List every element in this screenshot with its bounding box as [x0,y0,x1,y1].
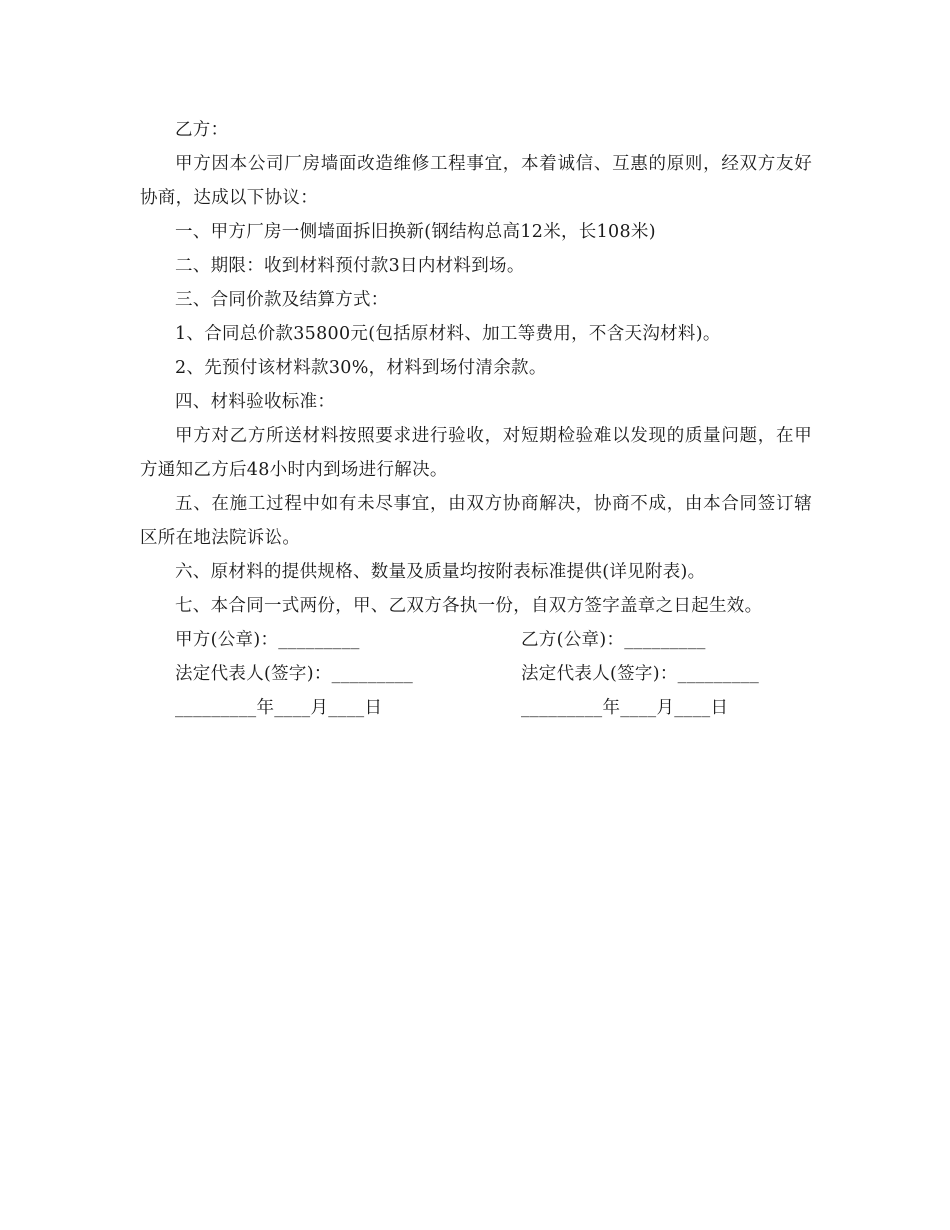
clause-3-heading: 三、合同价款及结算方式： [175,290,389,310]
clause-1-scope: 一、甲方厂房一侧墙面拆旧换新(钢结构总高12米，长108米) [175,222,656,242]
clause-4-body: 甲方对乙方所送材料按照要求进行验收，对短期检验难以发现的质量问题，在甲方通知乙方后48小时内到场进行解决。 [140,426,812,480]
clause-7-effect: 七、本合同一式两份，甲、乙双方各执一份，自双方签字盖章之日起生效。 [175,596,763,616]
party-a-date-line: _________年____月____日 [175,698,383,718]
party-b-date-line: _________年____月____日 [521,698,729,718]
clause-6-materials: 六、原材料的提供规格、数量及质量均按附表标准提供(详见附表)。 [175,562,706,582]
clause-4-heading: 四、材料验收标准： [175,392,336,412]
signature-seal-row [140,623,812,657]
contract-document [140,113,812,725]
party-b-rep-line: 法定代表人(签字)：_________ [521,664,760,684]
party-b-label: 乙方： [175,120,229,140]
clause-3-item-2: 2、先预付该材料款30%，材料到场付清余款。 [175,358,547,378]
signature-date-row [140,691,812,725]
clause-5-disputes: 五、在施工过程中如有未尽事宜，由双方协商解决，协商不成，由本合同签订辖区所在地法院诉讼。 [140,494,812,548]
clause-2-term: 二、期限：收到材料预付款3日内材料到场。 [175,256,525,276]
signature-rep-row [140,657,812,691]
party-b-seal-line: 乙方(公章)：_________ [521,630,706,650]
party-a-rep-line: 法定代表人(签字)：_________ [175,664,414,684]
preamble-paragraph: 甲方因本公司厂房墙面改造维修工程事宜，本着诚信、互惠的原则，经双方友好协商，达成以下协议： [140,154,812,208]
party-a-seal-line: 甲方(公章)：_________ [175,630,360,650]
clause-3-item-1: 1、合同总价款35800元(包括原材料、加工等费用，不含天沟材料)。 [175,324,721,344]
